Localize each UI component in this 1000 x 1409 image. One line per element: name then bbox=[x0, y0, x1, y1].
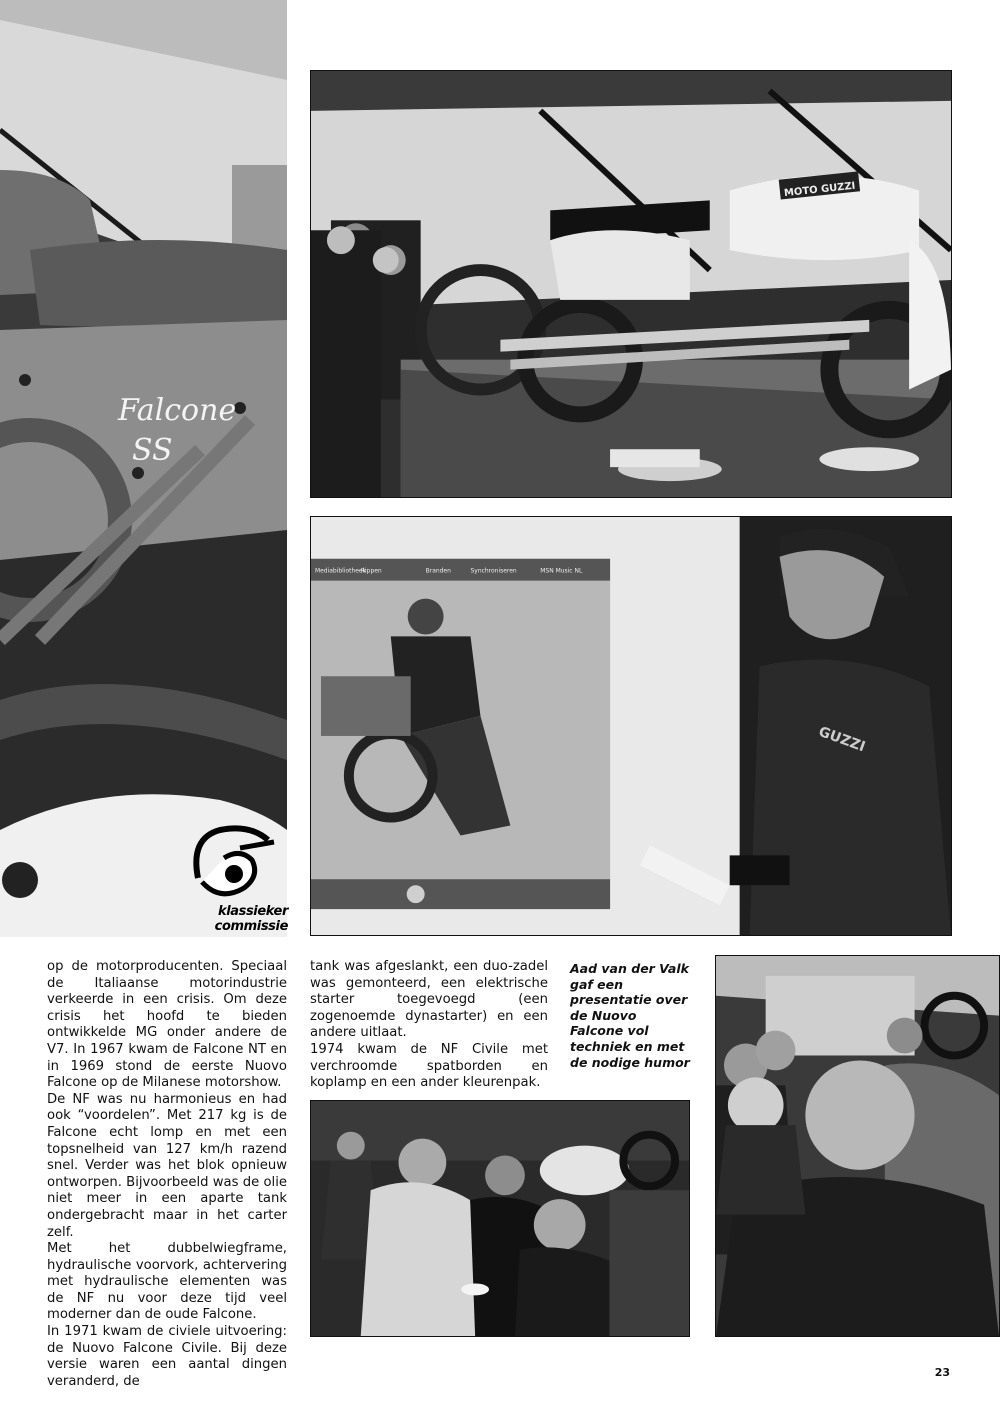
photo-caption: Aad van der Valk gaf een presentatie over de Nuovo Falcone vol techniek en met de nodige humor bbox=[570, 961, 690, 1070]
photo-white-moto-guzzi bbox=[310, 70, 952, 498]
photo-presentation-screen bbox=[310, 516, 952, 936]
column1-paragraph: In 1971 kwam de civiele uitvoering: de Nuovo Falcone Civile. Bij deze versie waren een aantal dingen veranderd, de bbox=[47, 1324, 287, 1389]
tank-badge-text-2: SS bbox=[132, 433, 173, 468]
tank-brand-text: MOTO GUZZI bbox=[783, 180, 856, 200]
article-column-1 bbox=[47, 959, 287, 1390]
photo-falcone-ss-image bbox=[0, 0, 287, 937]
screen-menu-item-2: Branden bbox=[425, 567, 451, 575]
column1-paragraph: op de motorproducenten. Speciaal de Italiaanse motorindustrie verkeerde in een crisis. Om deze crisis het hoofd te bieden ontwikkelde MG onder andere de V7. In 1967 kwam de Falcone NT en in 1969 stond de eerste Nuovo Falcone op de Milanese motorshow. bbox=[47, 959, 287, 1091]
screen-menu-item-0: Mediabibliotheek bbox=[314, 567, 367, 575]
photo-audience-behind bbox=[715, 955, 1000, 1337]
guzzi-logo-icon bbox=[180, 818, 288, 908]
article-column-2 bbox=[310, 959, 548, 1092]
screen-menu-item-3: Synchroniseren bbox=[470, 567, 517, 575]
screen-menu-item-1: Rippen bbox=[360, 567, 382, 575]
photo-white-moto-guzzi-image bbox=[311, 71, 951, 497]
cap-text: GUZZI bbox=[816, 723, 868, 756]
photo-crowd-chatting bbox=[310, 1100, 690, 1337]
logo-text-line-2: commissie bbox=[214, 919, 288, 934]
photo-presentation-screen-image bbox=[311, 517, 951, 935]
column2-paragraph: 1974 kwam de NF Civile met verchroomde spatborden en koplamp en een ander kleurenpak. bbox=[310, 1041, 548, 1091]
column1-paragraph: De NF was nu harmonieus en had ook “voordelen”. Met 217 kg is de Falcone echt lomp en met een topsnelheid van 127 km/h razend snel. Verder was het blok opnieuw ontworpen. Bijvoorbeeld was de olie niet meer in een aparte tank ondergebracht maar in het carter zelf. bbox=[47, 1091, 287, 1240]
column2-paragraph: tank was afgeslankt, een duo-zadel was gemonteerd, een elektrische starter toegevoegd (een zogenoemde dynastarter) en een andere uitlaat. bbox=[310, 959, 548, 1041]
logo-text-line-1: klassieker bbox=[217, 904, 288, 919]
tank-badge-text: Falcone bbox=[118, 393, 237, 428]
photo-audience-behind-image bbox=[716, 956, 999, 1336]
photo-crowd-chatting-image bbox=[311, 1101, 689, 1336]
column1-paragraph: Met het dubbelwiegframe, hydraulische voorvork, achtervering met hydraulische elementen was de NF nu voor deze tijd veel moderner dan de oude Falcone. bbox=[47, 1241, 287, 1323]
screen-menu-item-4: MSN Music NL bbox=[540, 567, 583, 575]
photo-falcone-ss bbox=[0, 0, 287, 937]
page-number: 23 bbox=[934, 1366, 950, 1379]
guzzi-klassieker-logo bbox=[180, 818, 288, 938]
